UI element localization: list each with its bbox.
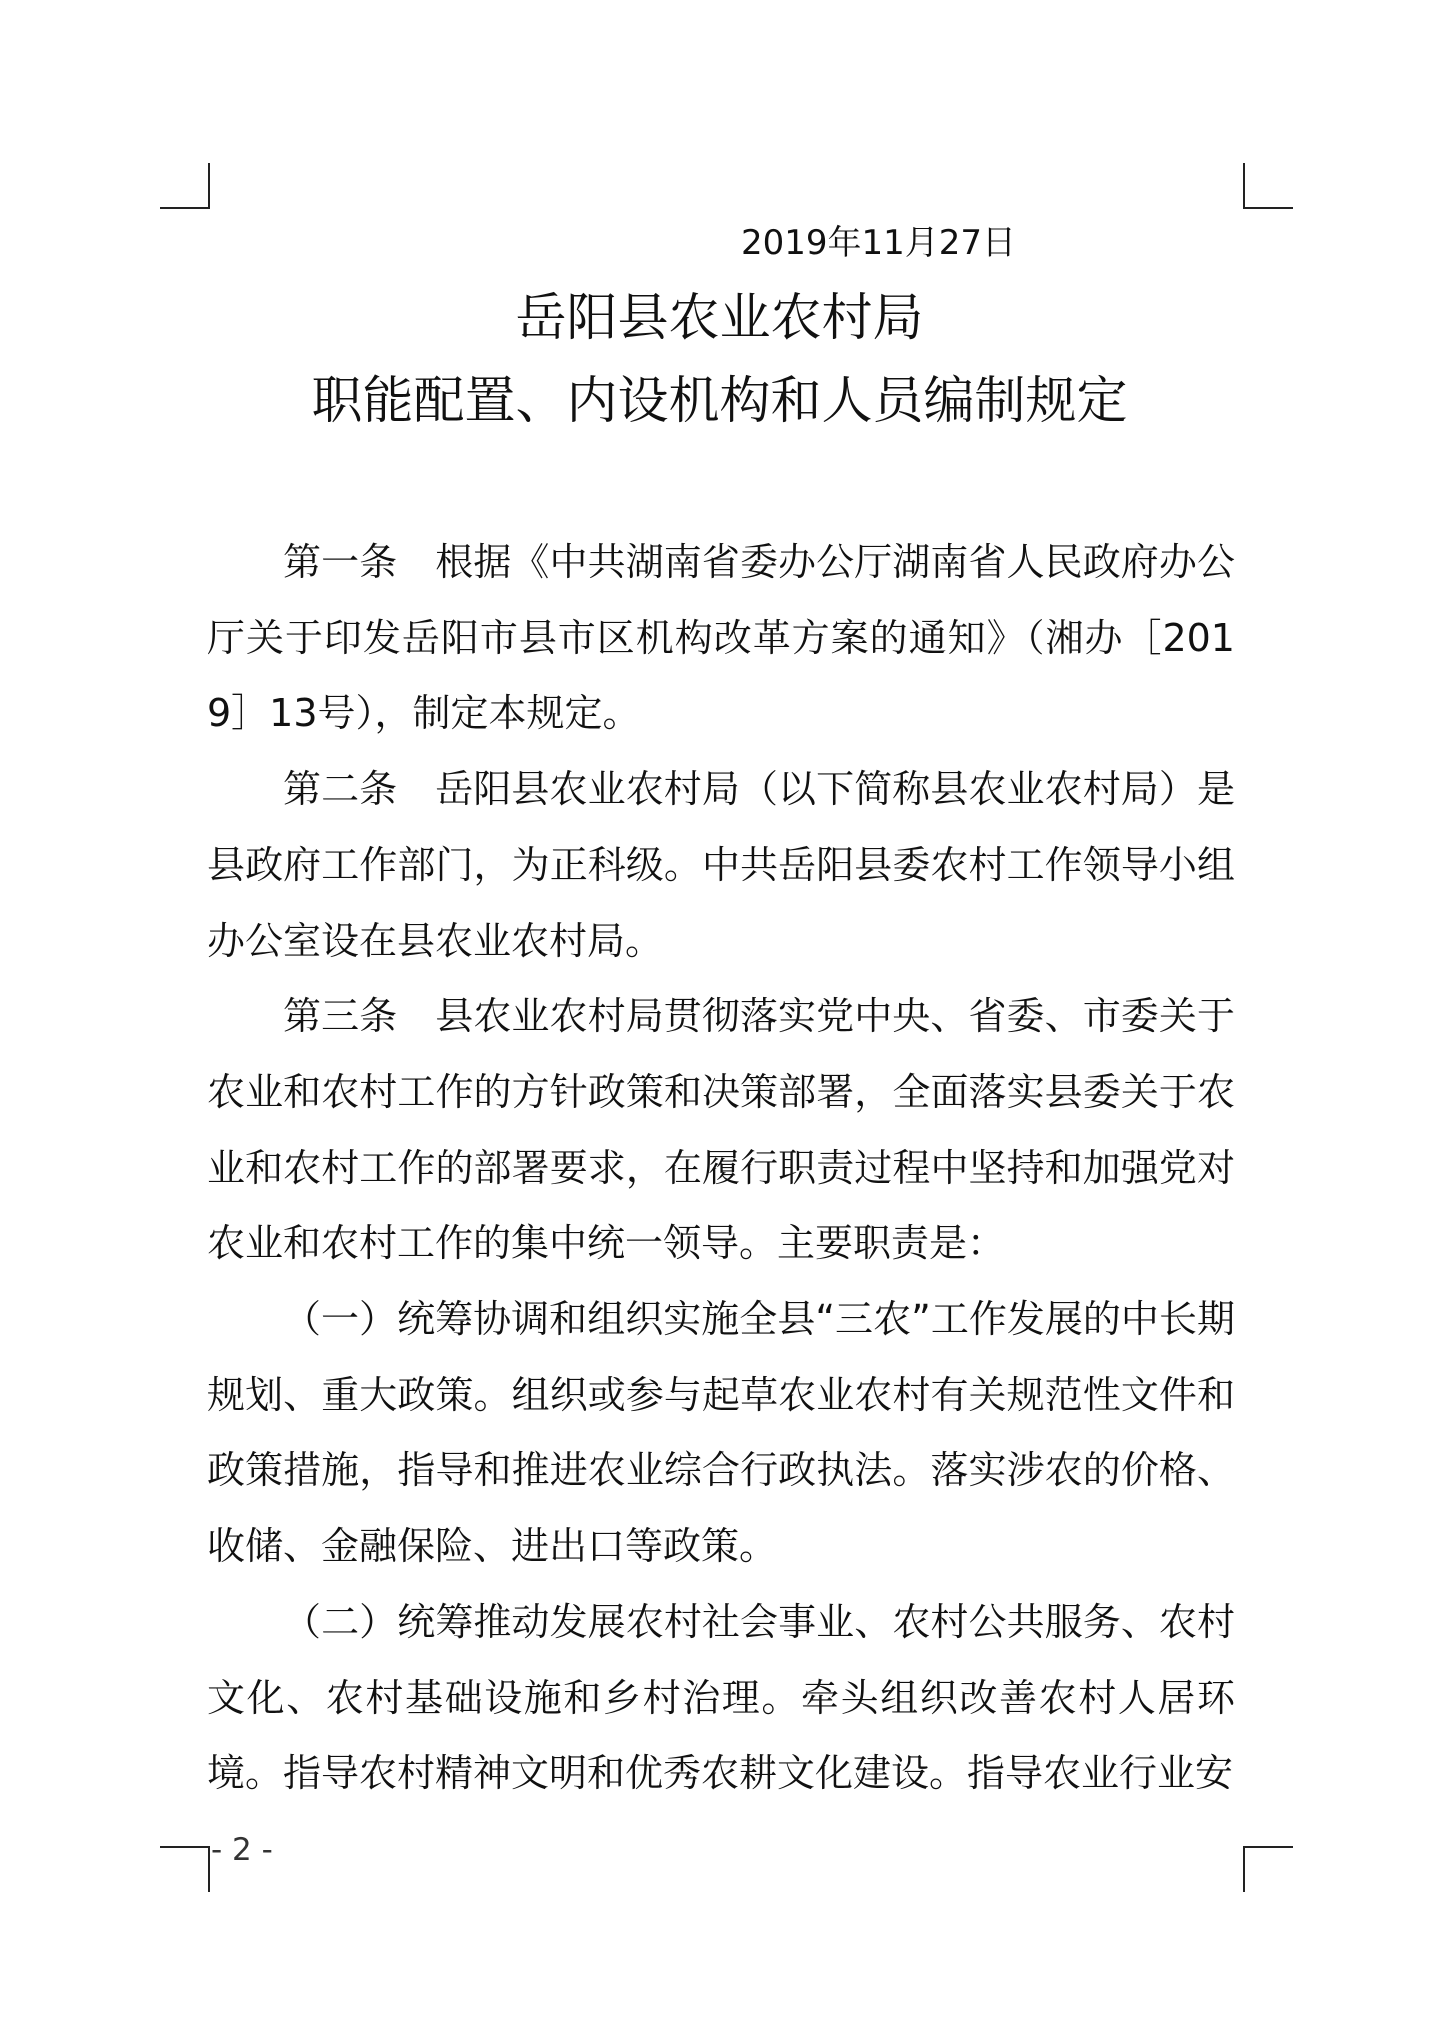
article-1-head: 第一条 — [283, 540, 398, 584]
article-1-text: 根据《中共湖南省委办公厅湖南省人民政府办公厅关于印发岳阳市县市区机构改革方案的通知》（湘办［2019］13号），制定本规定。 — [207, 540, 1235, 736]
duty-item-2: （二）统筹推动发展农村社会事业、农村公共服务、农村文化、农村基础设施和乡村治理。牵头组织改善农村人居环境。指导农村精神文明和优秀农耕文化建设。指导农业行业安 — [207, 1599, 1235, 1796]
document-date: 2019年11月27日 — [741, 223, 1017, 263]
article-3-head: 第三条 — [283, 994, 398, 1039]
article-2-head: 第二条 — [283, 767, 398, 812]
document-title-line-2: 职能配置、内设机构和人员编制规定 — [311, 372, 1128, 431]
document-body — [207, 525, 1235, 1812]
article-3-text: 县农业农村局贯彻落实党中央、省委、市委关于农业和农村工作的方针政策和决策部署，全面落实县委关于农业和农村工作的部署要求，在履行职责过程中坚持和加强党对农业和农村工作的集中统一领导。主要职责是： — [207, 994, 1235, 1266]
page-number: - 2 - — [211, 1832, 273, 1868]
crop-mark-bottom-right — [1243, 1846, 1293, 1892]
crop-mark-bottom-left — [160, 1846, 210, 1892]
article-2 — [207, 752, 1235, 979]
duty-item-1: （一）统筹协调和组织实施全县“三农”工作发展的中长期规划、重大政策。组织或参与起草农业农村有关规范性文件和政策措施，指导和推进农业综合行政执法。落实涉农的价格、收储、金融保险、进出口等政策。 — [207, 1297, 1235, 1569]
document-title-line-1: 岳阳县农业农村局 — [515, 289, 924, 348]
crop-mark-top-left — [160, 163, 210, 209]
article-3 — [207, 979, 1235, 1282]
article-2-text: 岳阳县农业农村局（以下简称县农业农村局）是县政府工作部门，为正科级。中共岳阳县委农村工作领导小组办公室设在县农业农村局。 — [207, 767, 1235, 963]
article-1 — [207, 525, 1235, 752]
crop-mark-top-right — [1243, 163, 1293, 209]
